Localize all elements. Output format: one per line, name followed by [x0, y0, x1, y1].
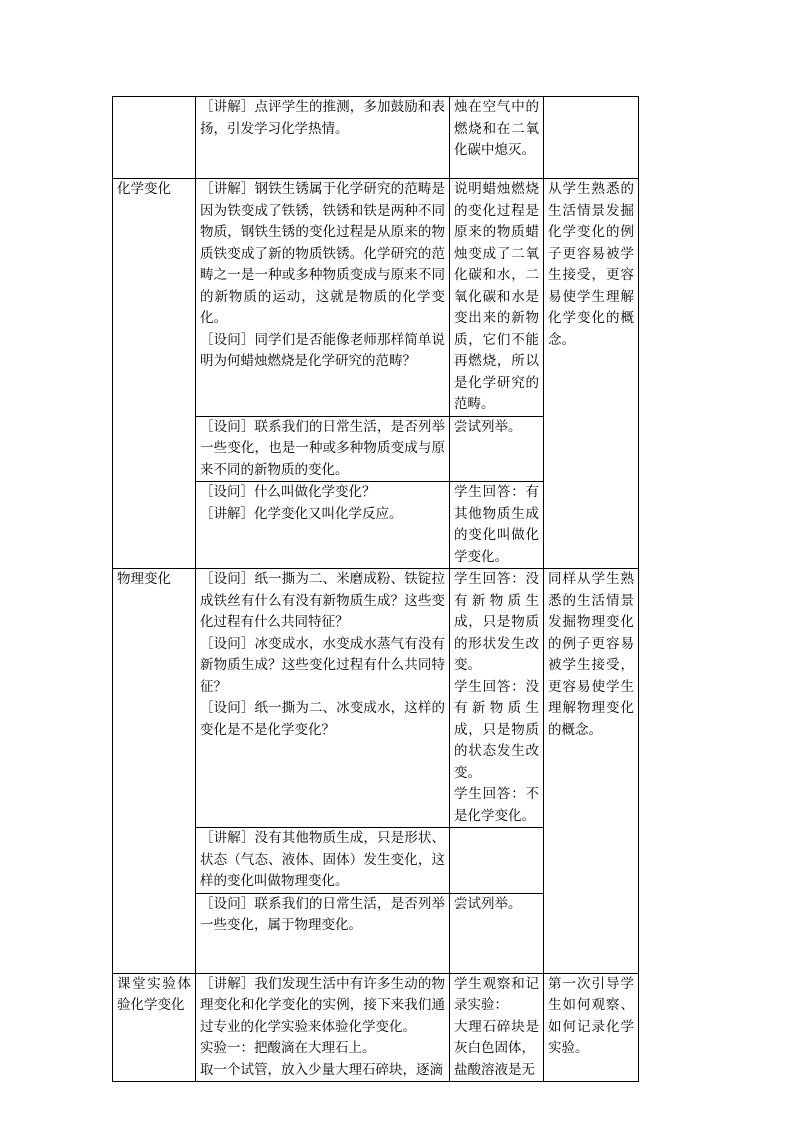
lesson-plan-table	[112, 96, 639, 1082]
table-row	[113, 97, 639, 179]
student-activity-cell	[450, 569, 544, 828]
teacher-text: ［讲解］化学变化又叫化学反应。	[200, 505, 403, 522]
teacher-activity-cell	[196, 973, 450, 1082]
teacher-activity-cell	[196, 893, 450, 973]
design-intent-cell: 第一次引导学生如何观察、如何记录化学实验。	[544, 973, 639, 1082]
topic-cell: 物理变化	[113, 569, 196, 974]
student-activity-cell	[450, 828, 544, 894]
student-text: 盐酸溶液是无	[454, 1061, 535, 1078]
teacher-activity-cell	[196, 569, 450, 828]
table-row	[113, 973, 639, 1082]
teacher-activity-cell	[196, 179, 450, 417]
teacher-activity-cell	[196, 828, 450, 894]
teacher-text: ［设问］冰变成水，水变成水蒸气有没有新物质生成？这些变化过程有什么共同特征？	[200, 635, 445, 695]
student-activity-cell	[450, 973, 544, 1082]
student-activity-cell: 烛在空气中的燃烧和在二氧化碳中熄灭。	[450, 97, 544, 179]
teacher-activity-cell	[196, 416, 450, 482]
teacher-activity-cell	[196, 97, 450, 179]
student-activity-cell: 尝试列举。	[450, 416, 544, 482]
teacher-text: ［讲解］没有其他物质生成，只是形状、状态（气态、液体、固体）发生变化，这样的变化叫做物理变化。	[200, 830, 445, 889]
teacher-text: ［设问］纸一撕为二、冰变成水，这样的变化是不是化学变化？	[200, 700, 445, 738]
design-intent-cell: 同样从学生熟悉的生活情景发掘物理变化的例子更容易被学生接受，更容易使学生理解物理变化的概念。	[544, 569, 639, 974]
teacher-text: ［设问］同学们是否能像老师那样简单说明为何蜡烛燃烧是化学研究的范畴？	[200, 331, 445, 369]
teacher-text: ［讲解］我们发现生活中有许多生动的物理变化和化学变化的实例，接下来我们通过专业的化学实验来体验化学变化。	[200, 975, 445, 1035]
teacher-text: ［设问］联系我们的日常生活，是否列举一些变化，也是一种或多种物质变成与原来不同的新物质的变化。	[200, 418, 445, 478]
teacher-text: ［设问］联系我们的日常生活，是否列举一些变化，属于物理变化。	[200, 895, 445, 933]
student-text: 学生观察和记录实验：	[454, 975, 539, 1013]
teacher-text: ［讲解］钢铁生锈属于化学研究的范畴是因为铁变成了铁锈，铁锈和铁是两种不同物质，钢铁生锈的变化过程是从原来的物质铁变成了新的物质铁锈。化学研究的范畴之一是一种或多种物质变成与原来不同的新物质的运动，这就是物质的化学变化。	[200, 181, 445, 326]
teacher-text: ［设问］纸一撕为二、米磨成粉、铁锭拉成铁丝有什么有没有新物质生成？这些变化过程有什么共同特征？	[200, 571, 445, 630]
teacher-text: 实验一：把酸滴在大理石上。	[200, 1040, 376, 1056]
student-activity-cell: 学生回答：有其他物质生成的变化叫做化学变化。	[450, 482, 544, 569]
student-text: 学生回答：不是化学变化。	[454, 786, 539, 824]
topic-cell: 化学变化	[113, 179, 196, 569]
topic-cell: 课堂实验体验化学变化	[113, 973, 196, 1082]
student-text: 学生回答：没有新物质生成，只是物质的形状发生改变。	[454, 571, 539, 673]
teacher-text: ［设问］什么叫做化学变化？	[200, 484, 376, 500]
design-intent-cell: 从学生熟悉的生活情景发掘化学变化的例子更容易被学生接受，更容易使学生理解化学变化的概念。	[544, 179, 639, 569]
student-text: 大理石碎块是灰白色固体，	[454, 1018, 539, 1056]
student-activity-cell: 说明蜡烛燃烧的变化过程是原来的物质蜡烛变成了二氧化碳和水，二氧化碳和水是变出来的新物质，它们不能再燃烧，所以是化学研究的范畴。	[450, 179, 544, 417]
student-text: 学生回答：没有新物质生成，只是物质的状态发生改变。	[454, 678, 539, 781]
teacher-text: ［讲解］点评学生的推测，多加鼓励和表扬，引发学习化学热情。	[200, 99, 445, 137]
design-intent-cell	[544, 97, 639, 179]
teacher-text: 取一个试管，放入少量大理石碎块，逐滴	[200, 1061, 443, 1078]
table-row	[113, 179, 639, 417]
student-activity-cell: 尝试列举。	[450, 893, 544, 973]
topic-cell	[113, 97, 196, 179]
table-row	[113, 569, 639, 828]
teacher-activity-cell	[196, 482, 450, 569]
